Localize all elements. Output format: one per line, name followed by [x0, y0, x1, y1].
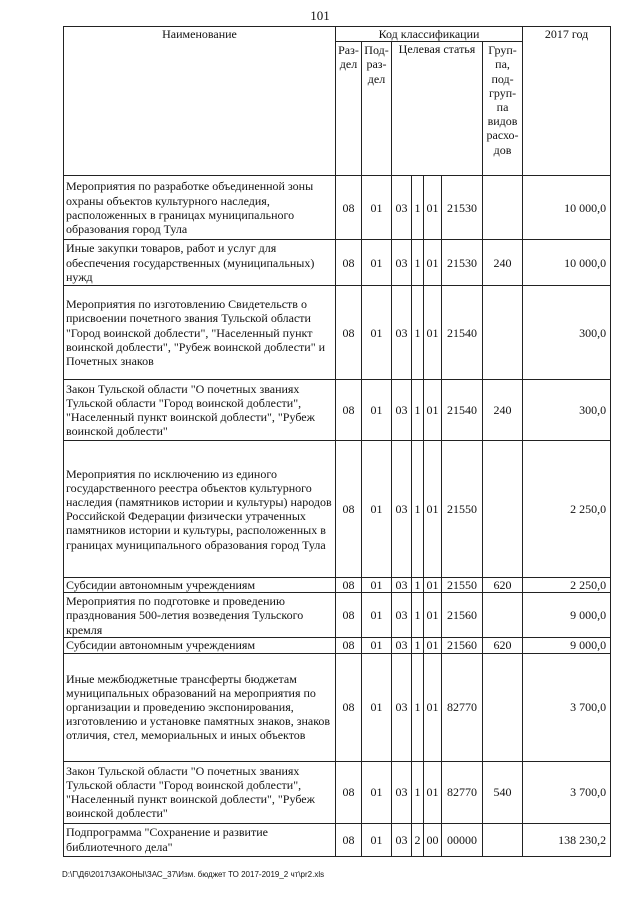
header-group: Груп- па, под- груп- па видов расхо- дов	[483, 42, 523, 176]
table-row	[64, 380, 611, 441]
amount-cell: 2 250,0	[523, 441, 611, 578]
table-row	[64, 286, 611, 380]
target-part3-cell: 01	[424, 761, 442, 823]
section-cell: 08	[336, 176, 362, 240]
row-name-cell: Иные межбюджетные трансферты бюджетам муниципальных образований на мероприятия по организации и проведению экспонирования, изготовлению и установке памятных знаков, знаков отличия, стел, мемориальных и иных объектов	[64, 653, 336, 761]
subsection-cell: 01	[362, 653, 392, 761]
target-part2-cell: 1	[412, 638, 424, 653]
target-code-cell: 82770	[442, 761, 483, 823]
target-part2-cell: 1	[412, 578, 424, 593]
amount-cell: 9 000,0	[523, 638, 611, 653]
subsection-cell: 01	[362, 441, 392, 578]
header-section: Раз- дел	[336, 42, 362, 176]
target-code-cell: 21560	[442, 593, 483, 638]
row-name-cell: Мероприятия по исключению из единого государственного реестра объектов культурного наследия (памятников истории и культуры) народов Российской Федерации физически утраченных памятников истории и культуры, расположенных в границах муниципального образования город Тула	[64, 441, 336, 578]
expense-type-cell: 240	[483, 380, 523, 441]
target-code-cell: 21560	[442, 638, 483, 653]
target-part2-cell: 1	[412, 240, 424, 286]
amount-cell: 10 000,0	[523, 176, 611, 240]
target-part3-cell: 01	[424, 240, 442, 286]
expense-type-cell	[483, 653, 523, 761]
target-part3-cell: 01	[424, 380, 442, 441]
target-part2-cell: 1	[412, 380, 424, 441]
target-code-cell: 21530	[442, 176, 483, 240]
table-row	[64, 823, 611, 856]
row-name-cell: Подпрограмма "Сохранение и развитие библиотечного дела"	[64, 823, 336, 856]
expense-type-cell: 620	[483, 578, 523, 593]
section-cell: 08	[336, 593, 362, 638]
table-row	[64, 653, 611, 761]
target-part2-cell: 1	[412, 761, 424, 823]
row-name-cell: Иные закупки товаров, работ и услуг для обеспечения государственных (муниципальных) нужд	[64, 240, 336, 286]
budget-table	[63, 26, 611, 857]
amount-cell: 9 000,0	[523, 593, 611, 638]
section-cell: 08	[336, 286, 362, 380]
header-name: Наименование	[64, 27, 336, 176]
target-code-cell: 21550	[442, 441, 483, 578]
row-name-cell: Субсидии автономным учреждениям	[64, 638, 336, 653]
table-row	[64, 578, 611, 593]
amount-cell: 300,0	[523, 380, 611, 441]
subsection-cell: 01	[362, 578, 392, 593]
amount-cell: 300,0	[523, 286, 611, 380]
amount-cell: 2 250,0	[523, 578, 611, 593]
subsection-cell: 01	[362, 593, 392, 638]
table-row	[64, 441, 611, 578]
target-part2-cell: 2	[412, 823, 424, 856]
amount-cell: 3 700,0	[523, 653, 611, 761]
target-part2-cell: 1	[412, 286, 424, 380]
target-part1-cell: 03	[392, 653, 412, 761]
subsection-cell: 01	[362, 761, 392, 823]
row-name-cell: Закон Тульской области "О почетных званиях Тульской области "Город воинской доблести", "Населенный пункт воинской доблести", "Рубеж воинской доблести"	[64, 380, 336, 441]
target-part1-cell: 03	[392, 286, 412, 380]
section-cell: 08	[336, 380, 362, 441]
file-path-footer: D:\Г\Д6\2017\ЗАКОНЫ\ЗАС_37\Изм. бюджет ТО 2017-2019_2 чт\pr2.xls	[62, 870, 325, 879]
target-part1-cell: 03	[392, 578, 412, 593]
target-code-cell: 21550	[442, 578, 483, 593]
table-row	[64, 240, 611, 286]
header-code: Код классификации	[336, 27, 523, 42]
target-code-cell: 00000	[442, 823, 483, 856]
expense-type-cell: 540	[483, 761, 523, 823]
target-part3-cell: 01	[424, 578, 442, 593]
table-row	[64, 638, 611, 653]
target-code-cell: 21540	[442, 380, 483, 441]
expense-type-cell: 240	[483, 240, 523, 286]
target-part1-cell: 03	[392, 593, 412, 638]
header-subsection: Под- раз- дел	[362, 42, 392, 176]
header-target: Целевая статья	[392, 42, 483, 176]
expense-type-cell	[483, 823, 523, 856]
expense-type-cell	[483, 176, 523, 240]
row-name-cell: Субсидии автономным учреждениям	[64, 578, 336, 593]
target-code-cell: 82770	[442, 653, 483, 761]
target-part2-cell: 1	[412, 653, 424, 761]
target-part3-cell: 00	[424, 823, 442, 856]
target-part1-cell: 03	[392, 761, 412, 823]
target-part2-cell: 1	[412, 593, 424, 638]
row-name-cell: Мероприятия по изготовлению Свидетельств о присвоении почетного звания Тульской области "Город воинской доблести", "Населенный пункт воинской доблести", "Рубеж воинской доблести" и Почетных знаков	[64, 286, 336, 380]
table-row	[64, 176, 611, 240]
subsection-cell: 01	[362, 240, 392, 286]
subsection-cell: 01	[362, 380, 392, 441]
page-number: 101	[310, 8, 330, 23]
amount-cell: 138 230,2	[523, 823, 611, 856]
subsection-cell: 01	[362, 823, 392, 856]
row-name-cell: Мероприятия по подготовке и проведению празднования 500-летия возведения Тульского кремля	[64, 593, 336, 638]
target-part1-cell: 03	[392, 638, 412, 653]
header-year: 2017 год	[523, 27, 611, 176]
section-cell: 08	[336, 240, 362, 286]
target-part1-cell: 03	[392, 823, 412, 856]
target-code-cell: 21530	[442, 240, 483, 286]
subsection-cell: 01	[362, 286, 392, 380]
expense-type-cell: 620	[483, 638, 523, 653]
row-name-cell: Мероприятия по разработке объединенной зоны охраны объектов культурного наследия, расположенных в границах муниципального образования город Тула	[64, 176, 336, 240]
section-cell: 08	[336, 653, 362, 761]
target-part3-cell: 01	[424, 176, 442, 240]
target-part2-cell: 1	[412, 441, 424, 578]
target-code-cell: 21540	[442, 286, 483, 380]
expense-type-cell	[483, 441, 523, 578]
table-row	[64, 593, 611, 638]
subsection-cell: 01	[362, 638, 392, 653]
target-part2-cell: 1	[412, 176, 424, 240]
target-part3-cell: 01	[424, 593, 442, 638]
target-part1-cell: 03	[392, 380, 412, 441]
target-part3-cell: 01	[424, 286, 442, 380]
target-part1-cell: 03	[392, 176, 412, 240]
subsection-cell: 01	[362, 176, 392, 240]
target-part1-cell: 03	[392, 240, 412, 286]
expense-type-cell	[483, 593, 523, 638]
target-part1-cell: 03	[392, 441, 412, 578]
section-cell: 08	[336, 638, 362, 653]
target-part3-cell: 01	[424, 638, 442, 653]
section-cell: 08	[336, 761, 362, 823]
table-row	[64, 761, 611, 823]
section-cell: 08	[336, 578, 362, 593]
target-part3-cell: 01	[424, 441, 442, 578]
amount-cell: 10 000,0	[523, 240, 611, 286]
expense-type-cell	[483, 286, 523, 380]
target-part3-cell: 01	[424, 653, 442, 761]
row-name-cell: Закон Тульской области "О почетных званиях Тульской области "Город воинской доблести", "Населенный пункт воинской доблести", "Рубеж воинской доблести"	[64, 761, 336, 823]
section-cell: 08	[336, 823, 362, 856]
amount-cell: 3 700,0	[523, 761, 611, 823]
section-cell: 08	[336, 441, 362, 578]
